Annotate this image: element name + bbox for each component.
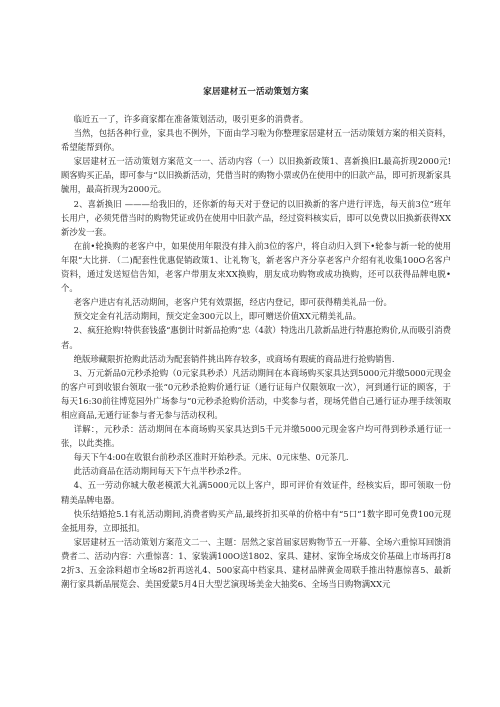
document-title: 家居建材五一活动策划方案 (203, 87, 309, 97)
paragraph: 预交定金有礼活动期间，预交定金300元以上，即可赠送价值XX元精美礼品。 (73, 311, 362, 322)
paragraph: 老客户进店有礼活动期间，老客户凭有效票据，经店内登记，即可获得精美礼品一份。 (73, 297, 392, 308)
paragraph: 每天下午4:00在收银台前秒杀区准时开始秒杀。元床、0元床垫、0元茶几. (73, 452, 349, 463)
paragraph: 绝版珍藏限折抢购此活动为配套销件挑出阵存较多，或商场有瑕疵的商品进行抢购销售. (73, 353, 395, 364)
paragraph: 家居建材五一活动策划方案范文一一、活动内容（一）以旧换新政策1、喜新换旧L最高折现2000元!顾客购买正品，即可参与“以旧换新活动，凭借当时的购物小票或仍在使用中的旧款产品，即可折现新家具毓用，最高折现为2000元。 (61, 156, 451, 195)
paragraph: 详解：，元秒杀：活动期间在本商场购买家具达到5千元并缴5000元现金客户均可得到秒杀通行证一张，以此类推。 (61, 424, 451, 449)
paragraph: 家居建材五一活动策划方案范文二一、主题：居然之家首届家居购物节五一开幕、全场六重惊耳回馈消费者二、活动内容：六重惊喜：1、家装满100O送1802、家具、建材、家饰全场成交价基础上市场再打82折3、五金涂料超市全场82折再送礼4、500家高中档家具、建材品牌黄金周联手推出特惠惊喜5、最新潮行家具新品展览会、美国爱蒙5月4日大型艺演现场美金大抽奖6、全场当日购物满XX元 (61, 536, 451, 590)
paragraph: 2、喜新换旧 ———给我旧的，还你新的每天对于登记的以旧换新的客户进行评选，每天前3位“班年长用户，必须凭借当时的购物凭证或仍在使用中旧款产品，经过资料核实后，即可以免费以旧换新获得XX新沙发一套。 (61, 198, 451, 237)
paragraph: 在前•轮换购的老客户中，如果使用年限没有排入前3位的客户，将自动归入到下•轮参与新一轮的使用年限“大比拼．（二)配套性优惠促销政策1、让礼物飞，新老客户齐分享老客户介绍有礼收集100O名客户资料，通过发送短信告知，老客户带朋友来XX换购，朋友成功购物或成功换购，还可以获得品牌电脱•个。 (61, 240, 451, 294)
paragraph: 此活动商品在活动期间每天下午点半秒杀2件。 (73, 466, 247, 477)
paragraph: 3、万元新品0元秒杀抢购（0元家具秒杀）凡活动期间在本商场购买家具达到5000元并缴5000元现金的客户可到收银台领取一张“0元秒杀抢购价通行证（通行证每户仅限领取一次），河到通行证的顾客，于每天16:30前往博览园外广场参与“0元秒杀抢购价活动，中奖参与者，现场凭借自己通行证办理手续领取相应商品,无通行证参与者无参与活动权利。 (61, 367, 451, 420)
paragraph: 快乐结婚抢5.1有礼活动期间,消费者购买产品,最终折扣买单的价格中有“5口”1数字即可免费100元现金抵用券，立即抵扣。 (61, 508, 451, 533)
paragraph: 2、疯狂抢购!特供套钱盛“惠倒计时新品抢购“忠（4款）特选出几款新品进行特惠抢购价,从而吸引消费者。 (61, 325, 451, 350)
document-body (61, 112, 451, 591)
paragraph: 当然，包括各种行业，家具也不例外，下面由学习啦为你整理家居建材五一活动策划方案的相关资料，希望能帮到你。 (61, 128, 451, 153)
paragraph: 临近五一了，许多商家都在准备策划活动，吸引更多的消费者。 (73, 114, 309, 124)
paragraph: 4、五一劳动你城大敬老模派大礼满5000元以上客户，即可评价有效证件，经核实后，即可领取一份精美品牌电器。 (61, 480, 451, 505)
